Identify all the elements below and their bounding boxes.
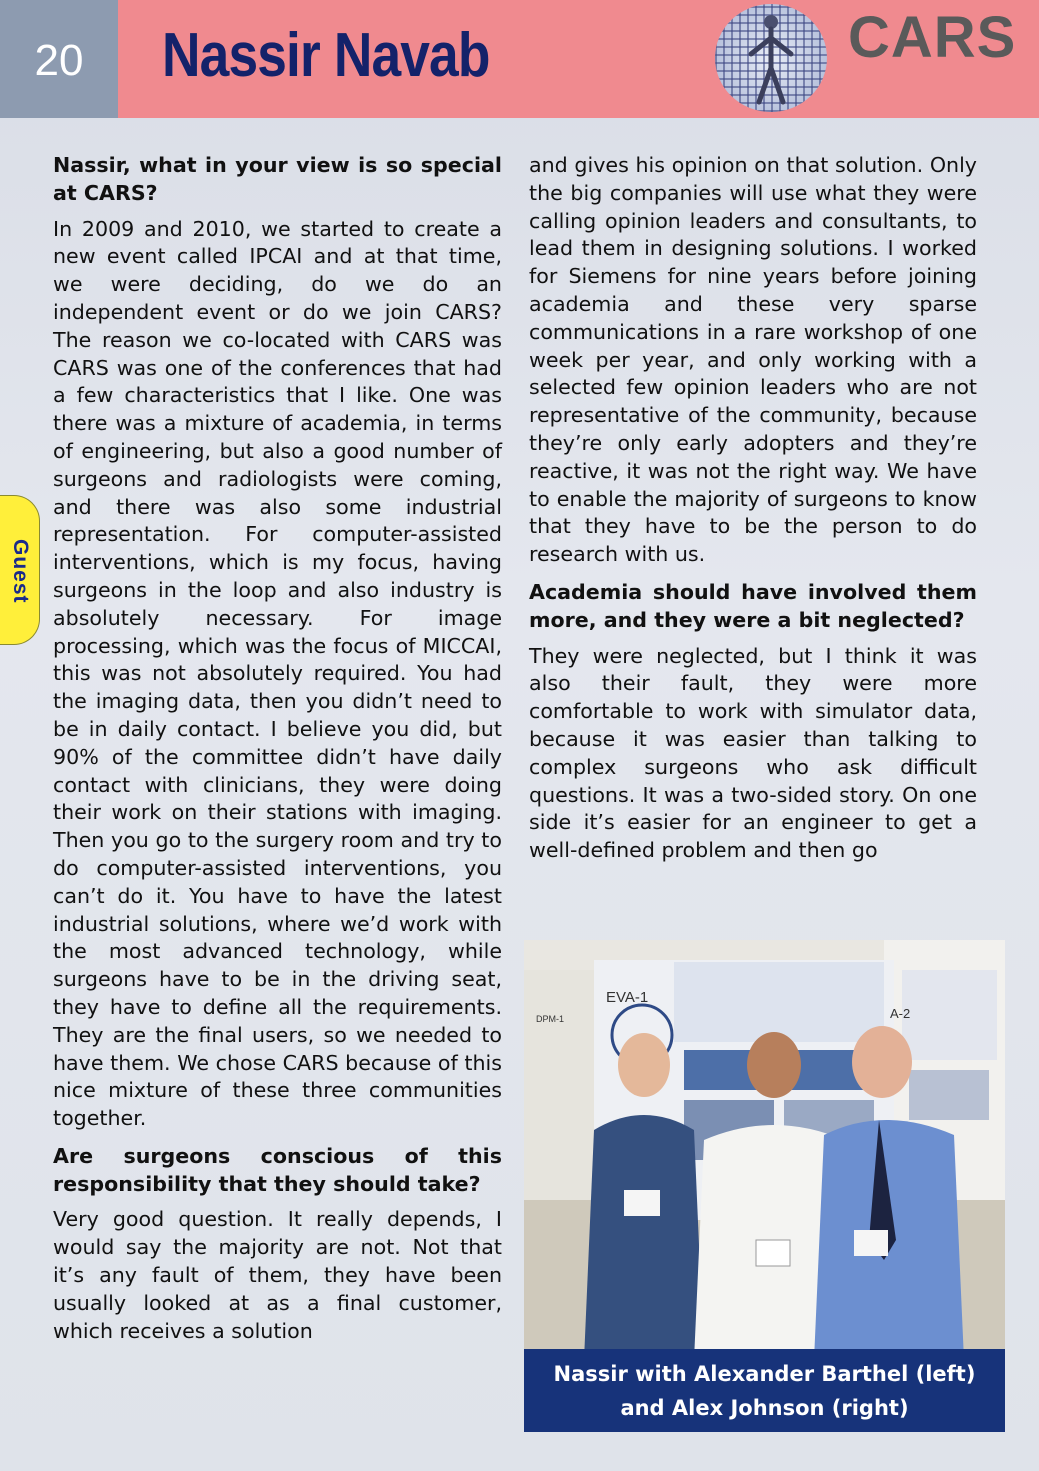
interview-answer: They were neglected, but I think it was also their fault, they were more comfortable to work with simulator data, because it was easier than talking to complex surgeons who ask difficult questions. It was a two-sided story. On one side it’s easier for an engineer to get a well-defined problem and then go (529, 643, 977, 863)
caption-line-1: Nassir with Alexander Barthel (left) (553, 1362, 976, 1386)
interview-question: Nassir, what in your view is so special at CARS? (53, 153, 502, 205)
poster-small-sign: DPM-1 (536, 1014, 565, 1024)
page-number: 20 (34, 36, 84, 85)
interview-answer: and gives his opinion on that solution. Only the big companies will use what they were calling opinion leaders and consultants, to lead them in designing solutions. I worked for Siemens for nine years before joining academia and these very sparse communications in a rare workshop of one week per year, and only working with a selected few opinion leaders who are not representative of the community, because they’re only early adopters and they’re reactive, it was not the right way. We have to enable the majority of surgeons to know that they have to be the person to do research with us. (529, 153, 977, 567)
vitruvian-figure-icon (745, 10, 797, 110)
caption-line-2: and Alex Johnson (right) (620, 1396, 909, 1420)
left-column (53, 152, 502, 1355)
article-title: Nassir Navab (162, 21, 490, 90)
page-number-box (0, 0, 118, 118)
poster-sign-left: EVA-1 (606, 989, 649, 1006)
interview-answer: In 2009 and 2010, we started to create a new event called IPCAI and at that time, we were deciding, do we do an independent event or do we join CARS? The reason we co-located with CARS was CARS was one of the conferences that had a few characteristics that I like. One was there was a mixture of academia, in terms of engineering, but also a good number of surgeons and radiologists were coming, and there was also some industrial representation. For computer-assisted interventions, which is my focus, having surgeons in the loop and also industry is absolutely necessary. For image processing, which was the focus of MICCAI, this was not absolutely required. You had the imaging data, then you didn’t need to be in daily contact. I believe you did, but 90% of the committee didn’t have daily contact with clinicians, they were doing their work on their stations with imaging. Then you go to the surgery room and try to do computer-assisted interventions, you can’t do it. You have to have the latest industrial solutions, where we’d work with the most advanced technology, while surgeons have to be in the driving seat, they have to define all the requirements. They are the final users, so we needed to have them. We chose CARS because of this nice mixture of these three communities together. (53, 216, 502, 1131)
guest-tab-label: Guest (9, 538, 32, 604)
photo-caption (524, 1349, 1005, 1432)
guest-section-tab (0, 495, 40, 645)
cars-logo-text: CARS (848, 5, 1017, 70)
poster-sign-right: A-2 (890, 1006, 911, 1021)
interview-question: Academia should have involved them more, and they were a bit neglected? (529, 579, 977, 632)
interview-answer: Very good question. It really depends, I would say the majority are not. Not that it’s any fault of them, they have been usually looked at as a final customer, which receives a solution (53, 1207, 502, 1343)
page-header (0, 0, 1039, 118)
interview-question: Are surgeons conscious of this responsibility that they should take? (53, 1143, 502, 1196)
right-column (529, 152, 977, 875)
